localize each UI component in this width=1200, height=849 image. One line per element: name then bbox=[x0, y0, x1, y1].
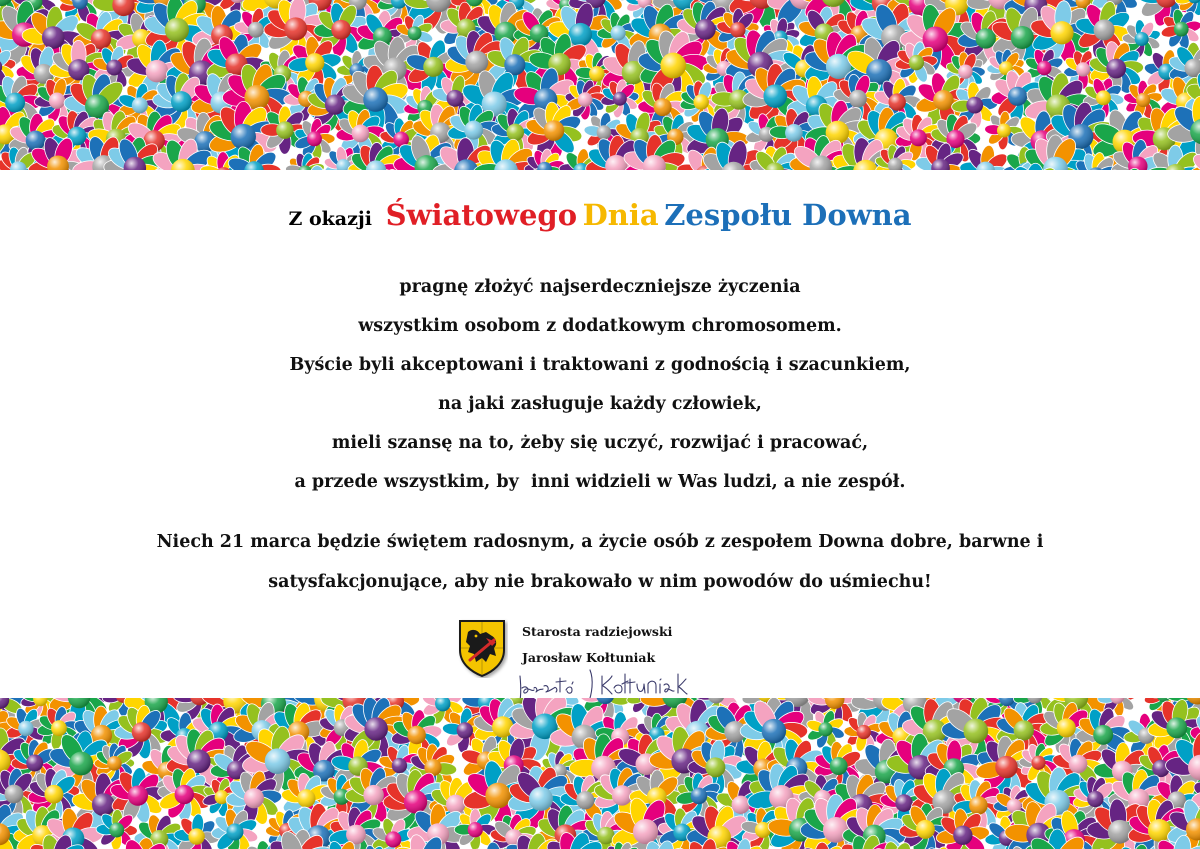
greeting-line: a przede wszystkim, by inni widzieli w Was ludzi, a nie zespół. bbox=[294, 472, 906, 492]
flower-border-top bbox=[0, 0, 1200, 170]
headline-lead: Z okazji bbox=[288, 208, 372, 230]
signer-name: Jarosław Kołtuniak bbox=[522, 650, 656, 665]
greeting-line: wszystkim osobom z dodatkowym chromosomem. bbox=[358, 316, 842, 336]
headline-word-swiatowego: Światowego bbox=[385, 198, 578, 232]
signer-title: Starosta radziejowski bbox=[522, 624, 673, 639]
headline-word-zespolu-downa: Zespołu Downa bbox=[664, 198, 912, 232]
greeting-line: pragnę złożyć najserdeczniejsze życzenia bbox=[399, 277, 801, 297]
signature-block bbox=[456, 618, 716, 698]
flower-pattern-top bbox=[0, 0, 1200, 170]
greeting-line: Byście byli akceptowani i traktowani z godnością i szacunkiem, bbox=[289, 355, 911, 375]
closing-line: satysfakcjonujące, aby nie brakowało w nim powodów do uśmiechu! bbox=[268, 572, 932, 592]
closing-line: Niech 21 marca będzie świętem radosnym, a życie osób z zespołem Downa dobre, barwne i bbox=[156, 532, 1044, 552]
coat-of-arms-icon bbox=[456, 618, 508, 678]
headline-word-dnia: Dnia bbox=[582, 198, 659, 232]
greeting-line: na jaki zasługuje każdy człowiek, bbox=[438, 394, 762, 414]
greeting-line: mieli szansę na to, żeby się uczyć, rozwijać i pracować, bbox=[331, 433, 869, 453]
greeting-paragraph bbox=[0, 268, 1200, 502]
headline bbox=[0, 198, 1200, 232]
flower-pattern-bottom bbox=[0, 698, 1200, 849]
flower-border-bottom bbox=[0, 698, 1200, 849]
closing-paragraph bbox=[0, 522, 1200, 602]
